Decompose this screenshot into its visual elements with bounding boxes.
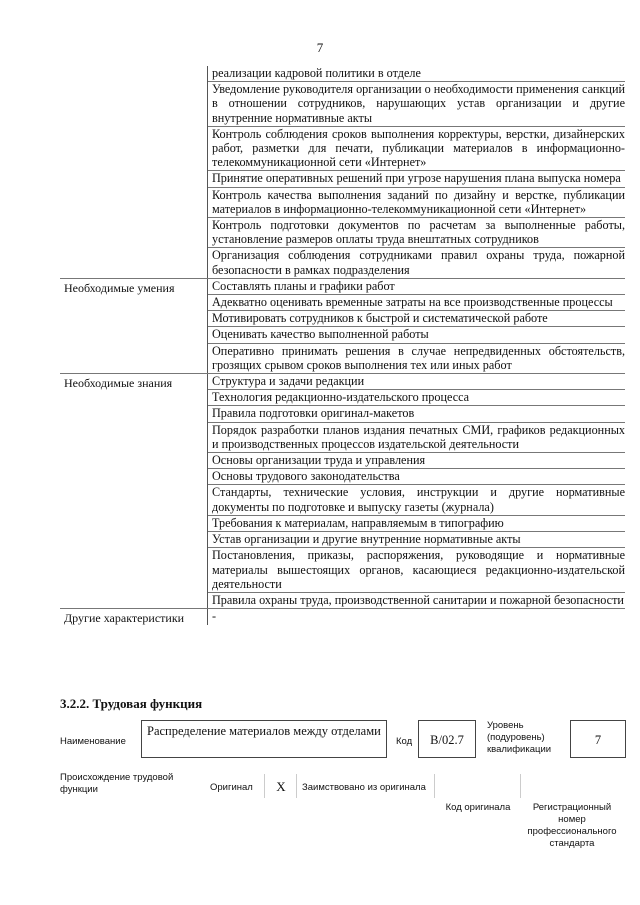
knowledge-row: Устав организации и другие внутренние нормативные акты — [208, 531, 625, 547]
other-group — [60, 608, 625, 625]
section-title: 3.2.2. Трудовая функция — [60, 696, 203, 711]
original-cell — [206, 774, 265, 798]
action-row: реализации кадровой политики в отделе — [212, 66, 421, 80]
knowledge-row: Структура и задачи редакции — [212, 374, 365, 389]
function-code: B/02.7 — [418, 720, 476, 758]
origin-label: Происхождение трудовой функции — [60, 772, 174, 795]
skills-values — [207, 279, 625, 373]
other-values — [207, 609, 625, 625]
knowledge-row: Основы организации труда и управления — [208, 452, 625, 468]
knowledge-row: Правила охраны труда, производственной санитарии и пожарной безопасности — [208, 592, 625, 608]
knowledge-row: Технология редакционно-издательского процесса — [208, 389, 625, 405]
name-label: Наименование — [60, 736, 126, 747]
skill-row: Адекватно оценивать временные затраты на все производственные процессы — [208, 294, 625, 310]
action-row: Контроль качества выполнения заданий по дизайну и верстке, публикации материалов в информационно-телекоммуникационной сети «Интернет» — [208, 187, 625, 217]
requirements-table — [60, 66, 625, 625]
level-label: Уровень (подуровень) квалификации — [487, 720, 552, 755]
borrowed-label: Заимствовано из оригинала — [302, 782, 426, 793]
skills-group — [60, 278, 625, 373]
reg-number-label: Регистрационный номер профессионального стандарта — [527, 802, 617, 849]
action-row: Уведомление руководителя организации о необходимости применения санкций в отношении сотрудников, нарушающих устав организации и другие внутренние нормативные акты — [208, 81, 625, 126]
knowledge-row: Стандарты, технические условия, инструкции и другие нормативные документы по подготовке и выпуску газеты (журнала) — [208, 484, 625, 514]
skill-row: Составлять планы и графики работ — [212, 278, 395, 293]
actions-label-empty — [60, 66, 207, 278]
knowledge-row: Основы трудового законодательства — [208, 468, 625, 484]
knowledge-group — [60, 373, 625, 608]
reg-number-cell — [522, 774, 630, 798]
skill-row: Оценивать качество выполненной работы — [208, 326, 625, 342]
knowledge-row: Порядок разработки планов издания печатных СМИ, графиков редакционных и производственных процессов издательской деятельности — [208, 422, 625, 452]
action-row: Контроль соблюдения сроков выполнения корректуры, верстки, дизайнерских работ, разметки для печати, публикации материалов в информационно-телекоммуникационной сети «Интернет» — [208, 126, 625, 171]
original-mark: X — [266, 774, 297, 798]
actions-group — [60, 66, 625, 278]
skill-row: Мотивировать сотрудников к быстрой и систематической работе — [208, 310, 625, 326]
knowledge-row: Постановления, приказы, распоряжения, руководящие и нормативные материалы вышестоящих органов, касающиеся редакционно-издательской деятельности — [208, 547, 625, 592]
function-name: Распределение материалов между отделами — [141, 720, 387, 758]
origin-row — [60, 772, 630, 802]
actions-values — [207, 66, 625, 278]
skill-row: Оперативно принимать решения в случае непредвиденных обстоятельств, грозящих срывом сроков выполнения тех или иных работ — [208, 343, 625, 373]
other-value: - — [212, 609, 217, 624]
skills-label: Необходимые умения — [64, 280, 175, 295]
knowledge-row: Правила подготовки оригинал-макетов — [208, 405, 625, 421]
function-header — [60, 720, 630, 766]
borrowed-cell — [298, 774, 435, 798]
page-number: 7 — [316, 40, 324, 55]
knowledge-row: Требования к материалам, направляемым в типографию — [208, 515, 625, 531]
original-label: Оригинал — [210, 782, 253, 793]
code-original-cell — [438, 774, 521, 798]
code-label: Код — [396, 736, 413, 747]
code-original-label: Код оригинала — [445, 802, 511, 813]
function-level: 7 — [570, 720, 626, 758]
action-row: Принятие оперативных решений при угрозе нарушения плана выпуска номера — [208, 170, 625, 186]
knowledge-label: Необходимые знания — [64, 376, 173, 391]
knowledge-values — [207, 374, 625, 608]
action-row: Организация соблюдения сотрудниками правил охраны труда, пожарной безопасности в рамках подразделения — [208, 247, 625, 277]
other-label: Другие характеристики — [64, 611, 185, 626]
action-row: Контроль подготовки документов по расчетам за выполненные работы, установление размеров оплаты труда внештатных сотрудников — [208, 217, 625, 247]
